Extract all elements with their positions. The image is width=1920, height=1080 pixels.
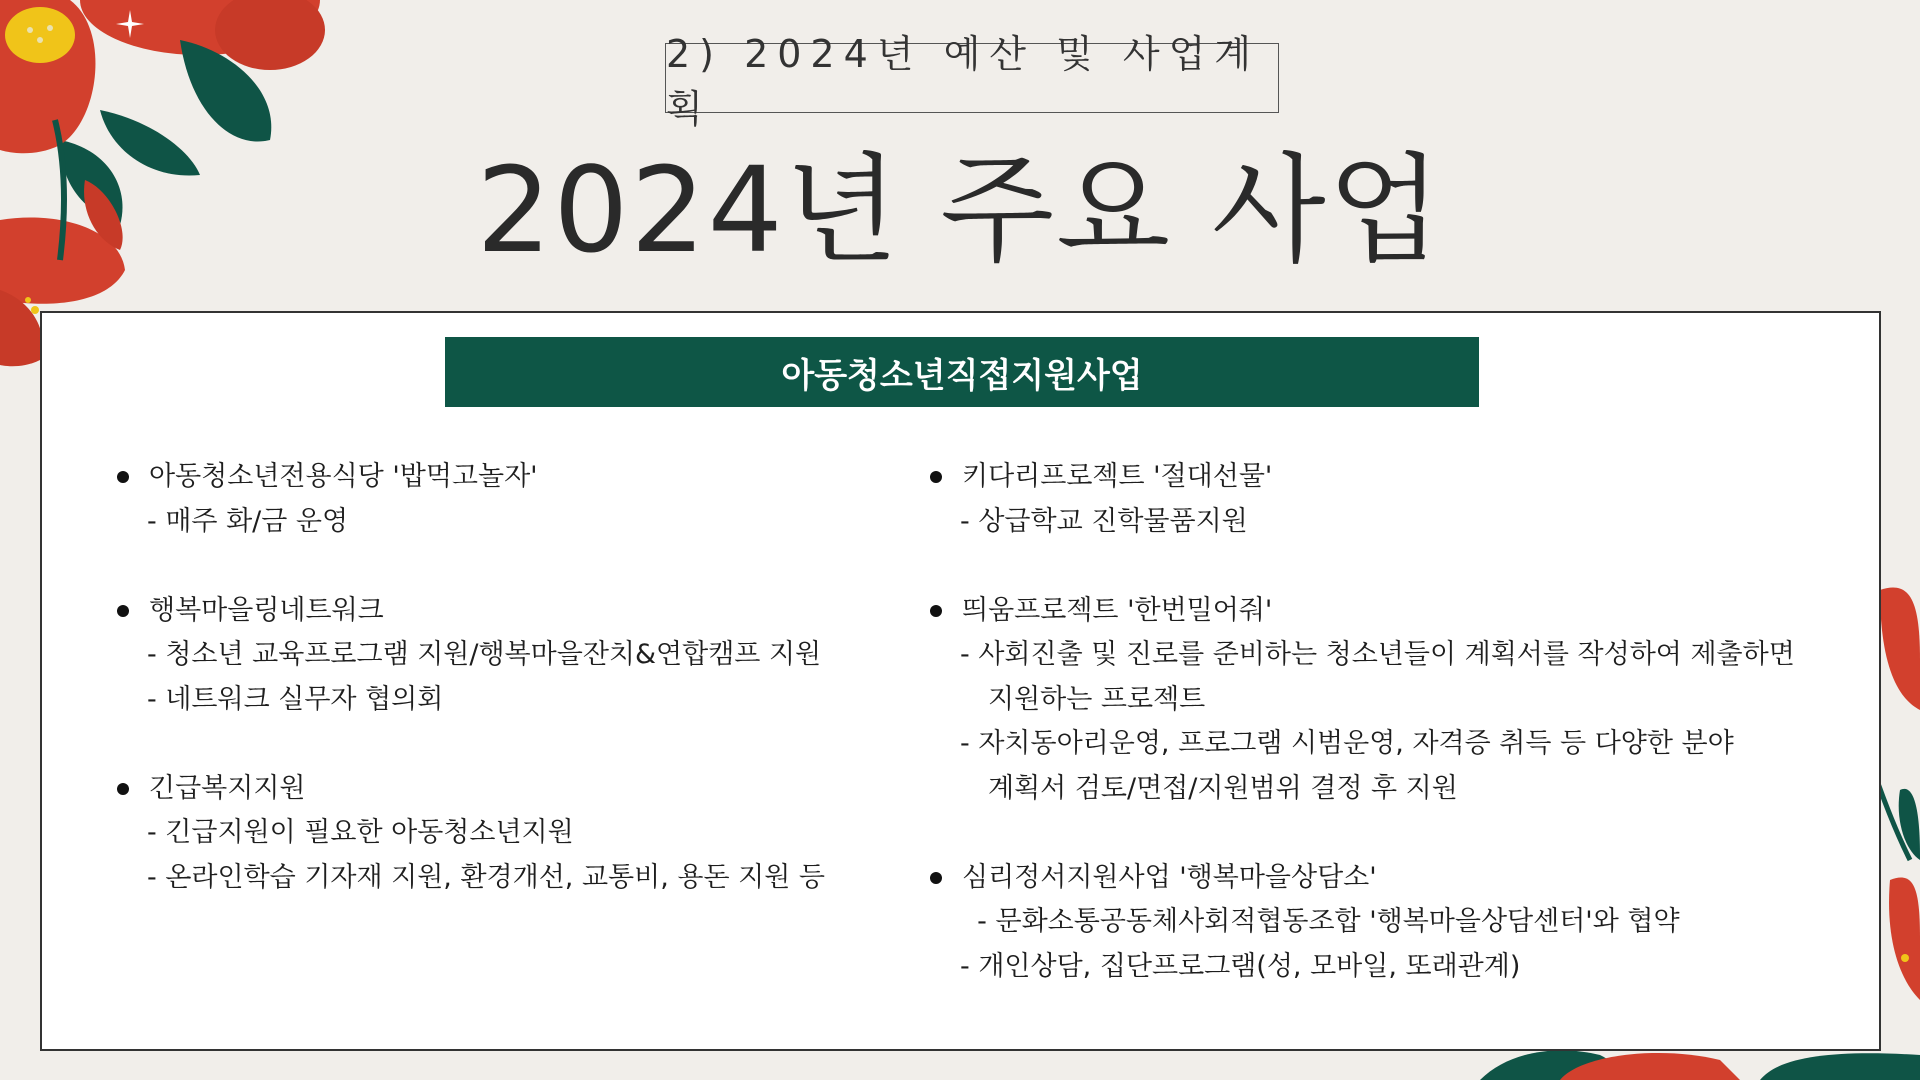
item-detail: - 온라인학습 기자재 지원, 환경개선, 교통비, 용돈 지원 등 [147,861,825,893]
item-detail: - 자치동아리운영, 프로그램 시범운영, 자격증 취득 등 다양한 분야 [960,728,1734,759]
item-title: 아동청소년전용식당 '밥먹고놀자' [149,461,538,492]
bullet-icon [117,783,129,795]
item-title: 행복마을링네트워크 [149,594,384,626]
item-detail: - 청소년 교육프로그램 지원/행복마을잔치&연합캠프 지원 [147,639,822,670]
bullet-icon [117,605,129,617]
item-detail: - 상급학교 진학물품지원 [960,505,1248,537]
bullet-icon [930,471,942,483]
item-detail: 계획서 검토/면접/지원범위 결정 후 지원 [988,772,1458,804]
item-title: 긴급복지지원 [149,772,306,804]
right-column [930,455,1860,1034]
bullet-icon [930,605,942,617]
item-title: 키다리프로젝트 '절대선물' [962,461,1273,492]
bullet-icon [930,872,942,884]
left-column [117,455,877,945]
item-detail: 지원하는 프로젝트 [988,683,1206,715]
list-item [930,856,1860,990]
item-title: 심리정서지원사업 '행복마을상담소' [962,861,1377,893]
item-detail: - 매주 화/금 운영 [147,505,349,537]
list-item [117,589,877,723]
section-subtitle: 2) 2024년 예산 및 사업계획 [665,43,1279,113]
item-title: 띄움프로젝트 '한번밀어줘' [962,594,1273,626]
content-card [40,311,1881,1051]
item-detail: - 사회진출 및 진로를 준비하는 청소년들이 계획서를 작성하여 제출하면 [960,639,1795,670]
list-item [117,455,877,544]
list-item [117,767,877,901]
list-item [930,455,1860,544]
item-detail: - 네트워크 실무자 협의회 [147,683,444,715]
list-item [930,589,1860,812]
bullet-icon [117,471,129,483]
page-title: 2024년 주요 사업 [476,141,1444,279]
section-banner: 아동청소년직접지원사업 [445,337,1479,407]
item-detail: - 개인상담, 집단프로그램(성, 모바일, 또래관계) [960,950,1521,982]
item-detail: - 긴급지원이 필요한 아동청소년지원 [147,817,574,848]
item-detail: - 문화소통공동체사회적협동조합 '행복마을상담센터'와 협약 [960,906,1680,937]
